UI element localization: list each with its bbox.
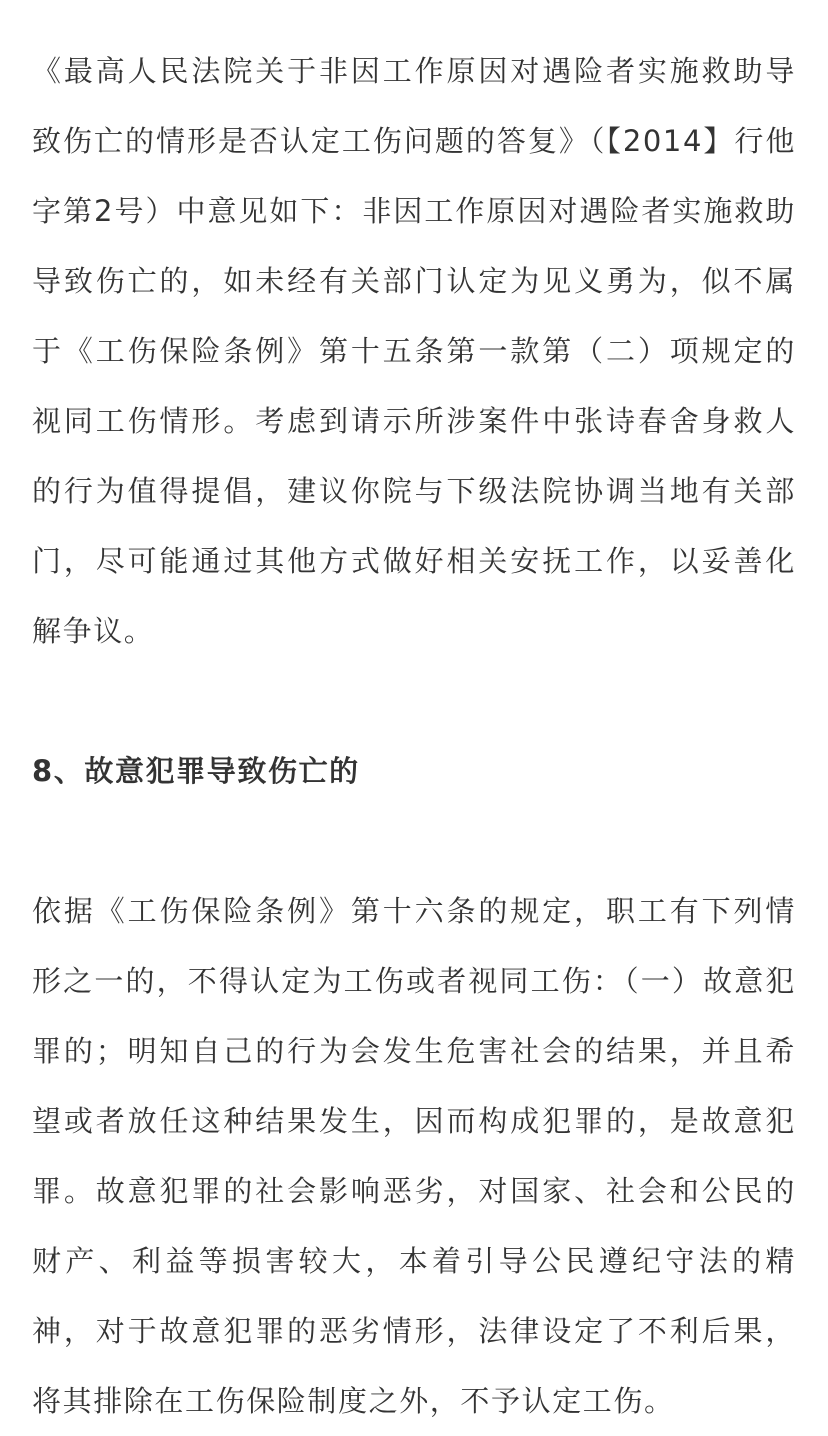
spacer xyxy=(32,666,796,736)
article-body xyxy=(32,36,796,1436)
paragraph-intentional-crime: 依据《工伤保险条例》第十六条的规定，职工有下列情形之一的，不得认定为工伤或者视同工伤：（一）故意犯罪的；明知自己的行为会发生危害社会的结果，并且希望或者放任这种结果发生，因而构成犯罪的，是故意犯罪。故意犯罪的社会影响恶劣，对国家、社会和公民的财产、利益等损害较大，本着引导公民遵纪守法的精神，对于故意犯罪的恶劣情形，法律设定了不利后果，将其排除在工伤保险制度之外，不予认定工伤。 xyxy=(32,894,796,1418)
paragraph-supreme-court-reply: 《最高人民法院关于非因工作原因对遇险者实施救助导致伤亡的情形是否认定工伤问题的答复》（【2014】行他字第2号）中意见如下：非因工作原因对遇险者实施救助导致伤亡的，如未经有关部门认定为见义勇为，似不属于《工伤保险条例》第十五条第一款第（二）项规定的视同工伤情形。考虑到请示所涉案件中张诗春舍身救人的行为值得提倡，建议你院与下级法院协调当地有关部门，尽可能通过其他方式做好相关安抚工作，以妥善化解争议。 xyxy=(32,54,796,648)
section-heading: 8、故意犯罪导致伤亡的 xyxy=(32,754,360,788)
spacer xyxy=(32,806,796,876)
